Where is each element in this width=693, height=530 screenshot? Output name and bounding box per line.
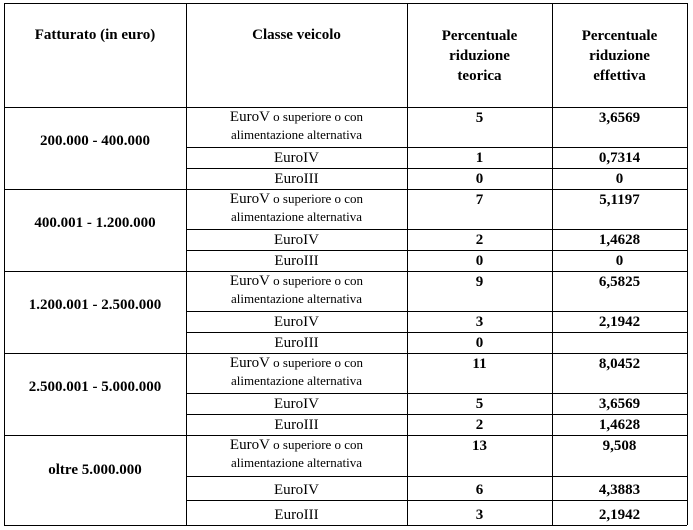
fatturato-range-text: 1.200.001 - 2.500.000 — [28, 297, 162, 313]
riduzione-effettiva-cell: 0 — [615, 171, 624, 187]
riduzione-teorica-cell: 9 — [475, 274, 484, 290]
table-side-border — [687, 3, 688, 525]
reduction-table — [4, 3, 687, 525]
classe-euro5-rest: o superiore o con — [269, 191, 364, 206]
fatturato-range-cell — [4, 271, 186, 353]
classe-euro5-line2: alimentazione alternativa — [230, 373, 362, 388]
row-divider — [186, 393, 687, 394]
row-divider — [186, 250, 687, 251]
row-divider — [186, 332, 687, 333]
classe-euro5-line1 — [186, 190, 407, 208]
classe-euro5-line1 — [186, 354, 407, 372]
header-fatturato — [4, 3, 186, 107]
riduzione-teorica-cell: 5 — [475, 396, 484, 412]
fatturato-range-cell — [4, 107, 186, 189]
column-divider — [552, 3, 553, 525]
riduzione-effettiva-cell: 9,508 — [602, 438, 637, 454]
classe-veicolo-cell — [186, 190, 407, 226]
header-effettiva-line-2: riduzione — [589, 48, 650, 64]
riduzione-teorica-cell: 0 — [475, 171, 484, 187]
classe-veicolo-cell: EuroIV — [274, 314, 319, 330]
classe-euro5-prefix: EuroV — [229, 191, 270, 207]
riduzione-teorica-cell: 2 — [475, 417, 484, 433]
riduzione-teorica-cell: 2 — [475, 232, 484, 248]
classe-veicolo-cell — [186, 108, 407, 144]
classe-veicolo-cell — [186, 272, 407, 308]
classe-veicolo-cell: EuroIII — [274, 335, 319, 351]
classe-euro5-prefix: EuroV — [229, 109, 270, 125]
classe-euro5-line1 — [186, 436, 407, 454]
classe-euro5-line2: alimentazione alternativa — [230, 127, 362, 142]
fatturato-range-text: 400.001 - 1.200.000 — [34, 215, 156, 231]
riduzione-effettiva-cell: 5,1197 — [599, 192, 640, 208]
classe-veicolo-cell: EuroIII — [274, 171, 319, 187]
riduzione-effettiva-cell: 1,4628 — [598, 417, 641, 433]
header-classe-line-1: Classe veicolo — [252, 27, 341, 43]
fatturato-range-cell — [4, 353, 186, 435]
fatturato-range-cell — [4, 435, 186, 525]
fatturato-range-cell — [4, 189, 186, 271]
classe-euro5-rest: o superiore o con — [269, 273, 364, 288]
riduzione-effettiva-cell: 3,6569 — [598, 396, 641, 412]
classe-euro5-line1 — [186, 272, 407, 290]
fatturato-range-text: 2.500.001 - 5.000.000 — [28, 379, 162, 395]
header-teorica — [407, 3, 552, 107]
riduzione-effettiva-cell: 6,5825 — [598, 274, 641, 290]
riduzione-effettiva-cell: 3,6569 — [598, 110, 641, 126]
row-divider — [186, 229, 687, 230]
table-top-border — [4, 3, 687, 4]
riduzione-teorica-cell: 1 — [475, 150, 484, 166]
row-divider — [186, 500, 687, 501]
riduzione-teorica-cell: 0 — [475, 253, 484, 269]
riduzione-teorica-cell: 7 — [475, 192, 484, 208]
classe-euro5-rest: o superiore o con — [269, 109, 364, 124]
header-effettiva-line-1: Percentuale — [581, 28, 658, 44]
classe-euro5-prefix: EuroV — [229, 437, 270, 453]
row-divider — [186, 168, 687, 169]
riduzione-teorica-cell: 5 — [475, 110, 484, 126]
riduzione-teorica-cell: 3 — [475, 507, 484, 523]
classe-veicolo-cell: EuroIV — [274, 150, 319, 166]
classe-euro5-rest: o superiore o con — [269, 437, 364, 452]
riduzione-effettiva-cell: 4,3883 — [598, 482, 641, 498]
column-divider — [407, 3, 408, 525]
riduzione-effettiva-cell: 0 — [615, 253, 624, 269]
classe-euro5-prefix: EuroV — [229, 355, 270, 371]
header-effettiva-line-3: effettiva — [593, 68, 646, 84]
row-divider — [186, 414, 687, 415]
riduzione-effettiva-cell: 1,4628 — [598, 232, 641, 248]
riduzione-teorica-cell: 11 — [472, 356, 487, 372]
header-fatturato-line-1: Fatturato (in euro) — [34, 27, 156, 43]
riduzione-teorica-cell: 6 — [475, 482, 484, 498]
classe-veicolo-cell: EuroIV — [274, 396, 319, 412]
riduzione-effettiva-cell: 2,1942 — [598, 507, 641, 523]
riduzione-effettiva-cell: 8,0452 — [598, 356, 641, 372]
column-divider — [186, 3, 187, 525]
header-teorica-line-1: Percentuale — [441, 28, 518, 44]
row-divider — [186, 147, 687, 148]
classe-veicolo-cell — [186, 354, 407, 390]
classe-veicolo-cell: EuroIII — [274, 253, 319, 269]
riduzione-teorica-cell: 0 — [475, 335, 484, 351]
classe-euro5-line2: alimentazione alternativa — [230, 291, 362, 306]
band-divider — [4, 525, 687, 526]
row-divider — [186, 311, 687, 312]
classe-veicolo-cell: EuroIV — [274, 232, 319, 248]
row-divider — [186, 476, 687, 477]
classe-euro5-line1 — [186, 108, 407, 126]
table-side-border — [4, 3, 5, 525]
header-teorica-line-2: riduzione — [449, 48, 510, 64]
classe-veicolo-cell: EuroIII — [274, 417, 319, 433]
riduzione-teorica-cell: 3 — [475, 314, 484, 330]
riduzione-teorica-cell: 13 — [472, 438, 487, 454]
classe-euro5-line2: alimentazione alternativa — [230, 209, 362, 224]
riduzione-effettiva-cell: 2,1942 — [598, 314, 641, 330]
riduzione-effettiva-cell: 0,7314 — [598, 150, 641, 166]
classe-veicolo-cell: EuroIII — [274, 507, 319, 523]
classe-euro5-prefix: EuroV — [229, 273, 270, 289]
header-effettiva — [552, 3, 687, 107]
classe-veicolo-cell: EuroIV — [274, 482, 319, 498]
header-teorica-line-3: teorica — [457, 68, 502, 84]
header-classe — [186, 3, 407, 107]
fatturato-range-text: oltre 5.000.000 — [48, 462, 142, 478]
fatturato-range-text: 200.000 - 400.000 — [40, 133, 150, 149]
classe-euro5-line2: alimentazione alternativa — [230, 455, 362, 470]
classe-veicolo-cell — [186, 436, 407, 472]
header-divider — [4, 107, 687, 108]
classe-euro5-rest: o superiore o con — [269, 355, 364, 370]
